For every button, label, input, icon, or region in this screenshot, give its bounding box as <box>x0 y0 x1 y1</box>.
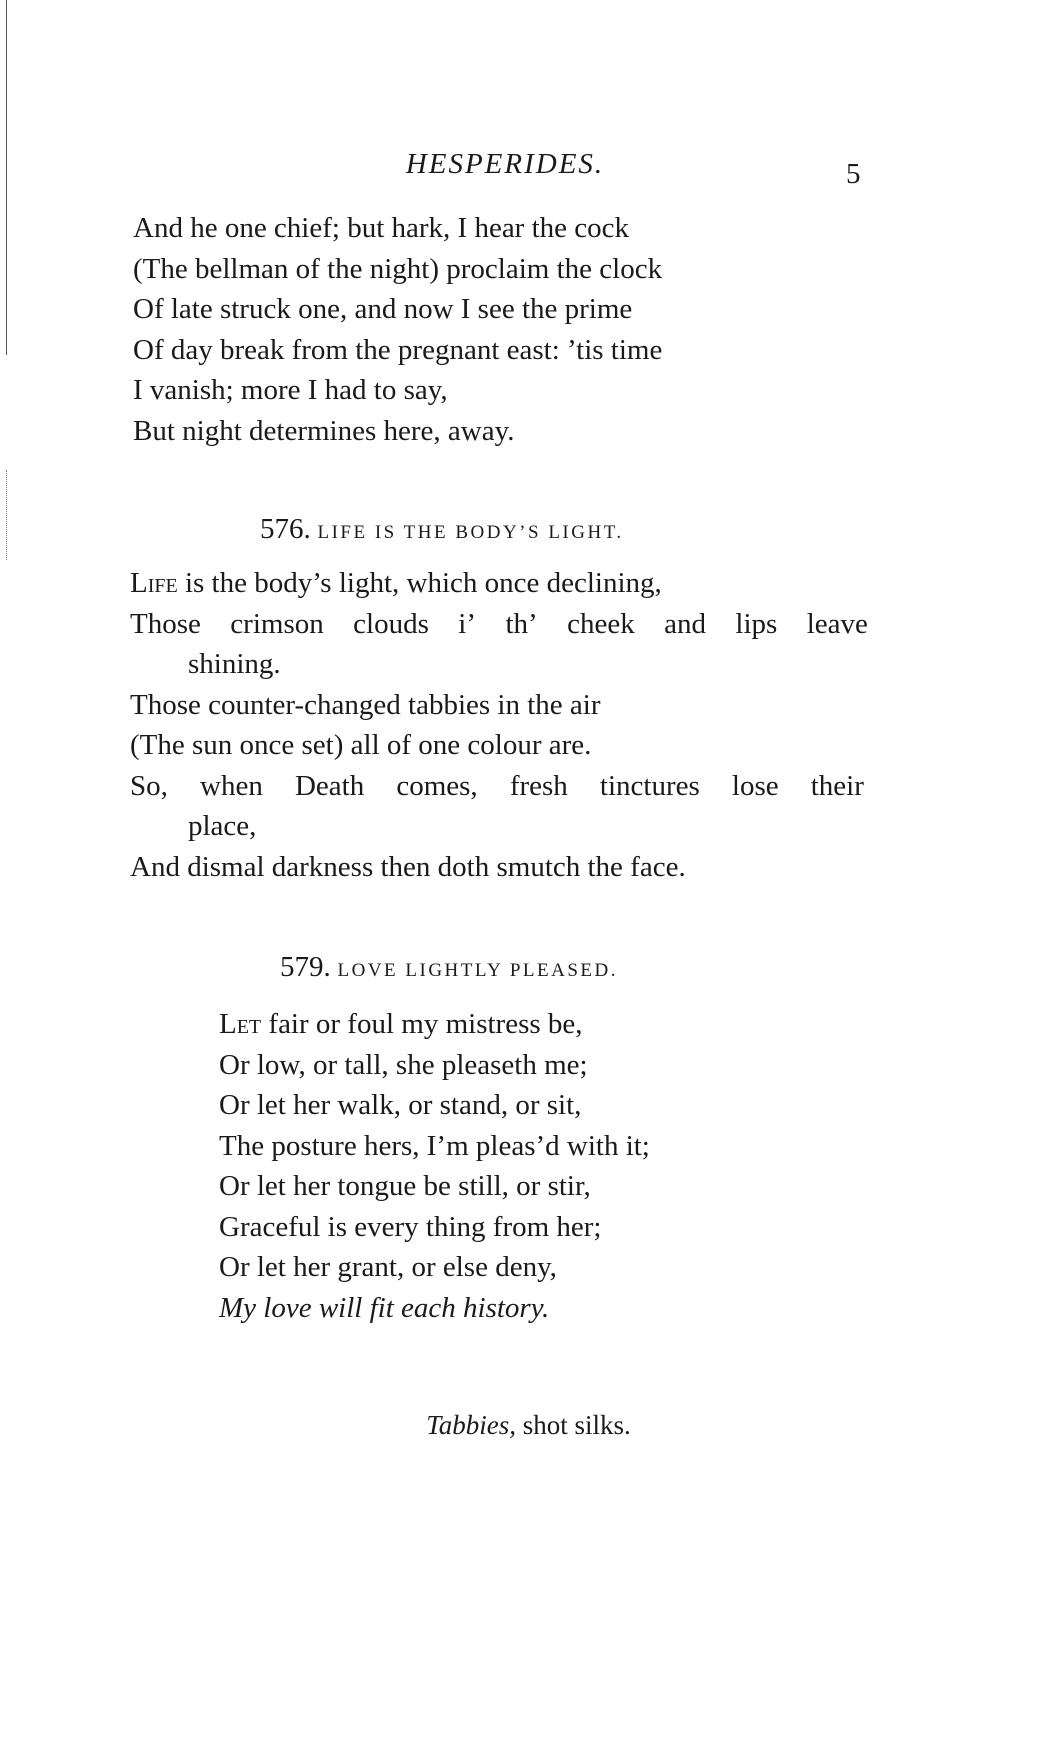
poem-line: Or low, or tall, she pleaseth me; <box>219 1048 588 1081</box>
poem-line: Of day break from the pregnant east: ’tis time <box>133 333 663 366</box>
poem-line-continuation: shining. <box>188 648 281 680</box>
poem-line: (The sun once set) all of one colour are. <box>130 729 592 761</box>
word: cheek <box>567 607 635 640</box>
word: when <box>200 769 263 802</box>
poem-line <box>130 563 870 604</box>
word: th’ <box>505 607 538 640</box>
poem-579 <box>219 1004 819 1328</box>
poem-line: Of late struck one, and now I see the prime <box>133 293 633 325</box>
word: crimson <box>230 607 324 640</box>
poem-line: Or let her tongue be still, or stir, <box>219 1170 591 1202</box>
poem-576-number: 576. <box>260 513 311 545</box>
poem-line-italic: My love will fit each history. <box>219 1291 550 1324</box>
footnote <box>0 1408 1057 1442</box>
poem-line: The posture hers, I’m pleas’d with it; <box>219 1129 650 1162</box>
poem-line-justified <box>130 604 868 645</box>
footnote-definition: shot silks. <box>516 1410 631 1440</box>
line-text: is the body’s light, which once declining, <box>177 567 662 599</box>
poem-line-justified <box>130 766 864 807</box>
word: clouds <box>353 607 429 640</box>
poem-line: Graceful is every thing from her; <box>219 1210 602 1243</box>
poem-line: I vanish; more I had to say, <box>133 374 448 406</box>
word: their <box>810 769 864 802</box>
poem-line: And dismal darkness then doth smutch the face. <box>130 850 686 883</box>
poem-line-continuation: place, <box>188 810 257 842</box>
word: lose <box>731 769 779 802</box>
word: lips <box>735 607 778 640</box>
poem-line: And he one chief; but hark, I hear the cock <box>133 212 630 244</box>
continued-poem <box>133 208 833 451</box>
poem-579-title: LOVE LIGHTLY PLEASED. <box>337 960 618 981</box>
poem-line: But night determines here, away. <box>133 414 515 447</box>
word: and <box>664 607 706 640</box>
running-head: HESPERIDES. <box>405 148 605 180</box>
scan-edge-dots <box>6 470 8 560</box>
word: comes, <box>396 769 478 802</box>
poem-line <box>219 1004 819 1045</box>
lead-word: Let <box>219 1008 262 1040</box>
word: tinctures <box>599 769 700 802</box>
poem-579-number: 579. <box>280 951 331 983</box>
word: fresh <box>509 769 568 802</box>
word: So, <box>130 769 168 802</box>
word: Death <box>294 769 365 802</box>
footnote-term: Tabbies, <box>426 1410 516 1440</box>
line-text: fair or foul my mistress be, <box>261 1008 583 1040</box>
poem-line: Those counter-changed tabbies in the air <box>130 688 601 721</box>
poem-576-heading <box>260 512 624 550</box>
word: i’ <box>458 607 477 640</box>
lead-word: Life <box>130 567 178 599</box>
word: leave <box>806 607 868 640</box>
poem-576 <box>130 563 870 887</box>
poem-579-heading <box>280 950 618 988</box>
poem-576-title: LIFE IS THE BODY’S LIGHT. <box>317 522 624 543</box>
word: Those <box>130 607 201 640</box>
poem-line: Or let her walk, or stand, or sit, <box>219 1089 582 1121</box>
page-number: 5 <box>846 158 861 190</box>
poem-line: (The bellman of the night) proclaim the clock <box>133 252 663 285</box>
poem-line: Or let her grant, or else deny, <box>219 1251 557 1283</box>
